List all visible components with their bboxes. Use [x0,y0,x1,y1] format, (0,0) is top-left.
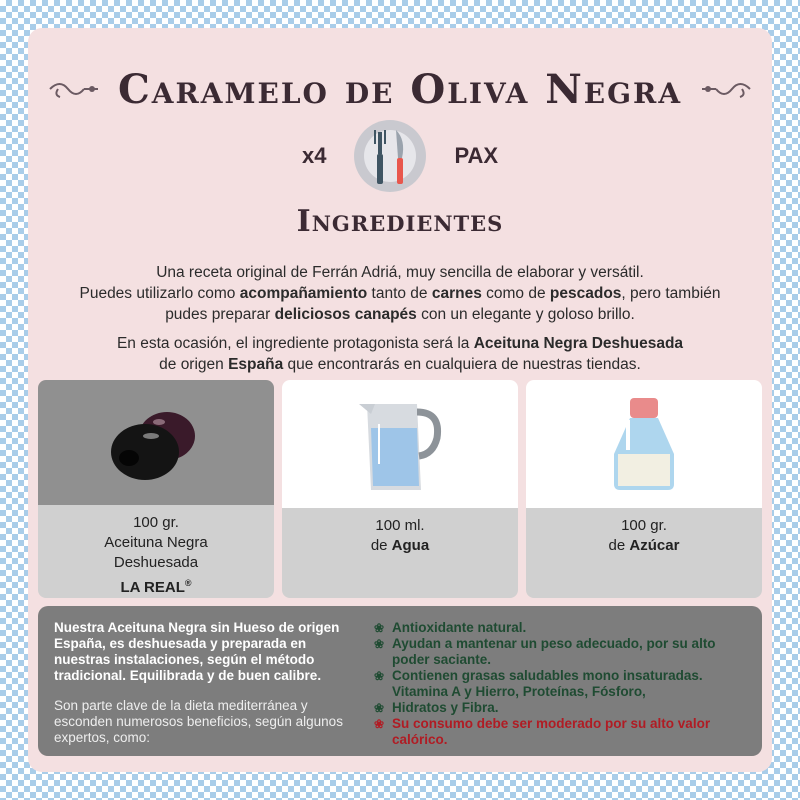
ingredient-tile-sugar [526,380,762,598]
plate-cutlery-icon [352,118,428,194]
flower-bullet-icon: ❀ [374,701,385,715]
ingredient-caption: 100 gr. de Azúcar [526,508,762,598]
info-regular-text: Son parte clave de la dieta mediterránea y esconden numerosos beneficios, según algunos expertos, como: [54,698,343,745]
info-panel [38,606,762,756]
intro-paragraph-2: En esta ocasión, el ingrediente protagonista será la Aceituna Negra Deshuesada de origen España que encontrarás en cualquiera de nuestras tiendas. [116,335,684,373]
ingredients-heading: Ingredientes [296,204,504,239]
olive-icon [101,398,211,488]
ingredient-caption: 100 ml. de Agua [282,508,518,598]
servings-row [28,116,772,196]
list-item: ❀ Contienen grasas saludables mono insaturadas. Vitamina A y Hierro, Proteínas, Fósforo, [374,668,703,699]
ingredient-tile-olive [38,380,274,598]
left-flourish-icon [46,75,102,103]
warning-item: ❀ Su consumo debe ser moderado por su alto valor calórico. [374,716,711,747]
intro-paragraph-1: Una receta original de Ferrán Adriá, muy sencilla de elaborar y versátil. Puedes utilizarlo como acompañamiento tanto de carnes como de pescados, pero también pudes preparar deliciosos canapés con un elegante y goloso brillo. [79,264,721,323]
recipe-card [28,28,772,772]
flower-bullet-icon: ❀ [374,669,385,683]
sugar-dispenser-icon [604,394,684,494]
intro-text [58,262,742,383]
flower-bullet-icon: ❀ [374,637,385,651]
recipe-title: Caramelo de Oliva Negra [117,65,683,113]
flower-bullet-icon: ❀ [374,621,385,635]
water-jug-icon [345,394,455,494]
servings-count: x4 [301,143,327,168]
title-row [28,54,772,124]
list-item: ❀ Hidratos y Fibra. [374,700,499,715]
info-left [54,620,354,745]
flower-bullet-icon: ❀ [374,717,385,731]
ingredient-tiles [38,380,762,598]
right-flourish-icon [698,75,754,103]
servings-unit: PAX [454,143,499,168]
ingredient-tile-water [282,380,518,598]
benefits-list [374,620,746,747]
info-bold-text: Nuestra Aceituna Negra sin Hueso de origen España, es deshuesada y preparada en nuestras instalaciones, según el método tradicional. Equilibrada y de buen calibre. [54,620,340,683]
list-item: ❀ Antioxidante natural. [374,620,527,635]
ingredient-caption: 100 gr. Aceituna Negra Deshuesada LA REAL® [38,505,274,598]
list-item: ❀ Ayudan a mantenar un peso adecuado, por su alto poder saciante. [374,636,716,667]
